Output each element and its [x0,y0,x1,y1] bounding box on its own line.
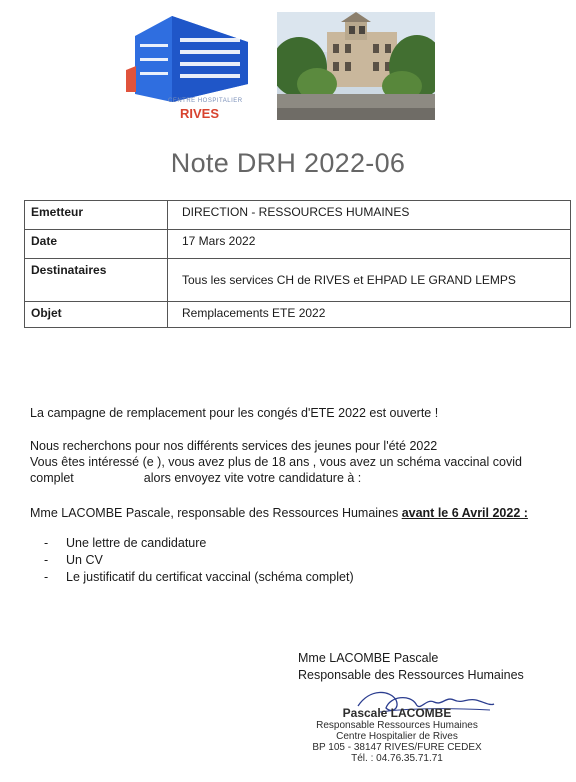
list-item: - Une lettre de candidature [44,536,207,550]
destinataires-label: Destinataires [25,259,168,302]
list-item: - Le justificatif du certificat vaccinal (schéma complet) [44,570,354,584]
page-title: Note DRH 2022-06 [170,148,406,178]
requirements-line-3b: alors envoyez vite votre candidature à : [143,471,362,485]
requirements-paragraph [30,438,522,486]
stamp-line: BP 105 - 38147 RIVES/FURE CEDEX [312,742,482,753]
emetteur-value: DIRECTION - RESSOURCES HUMAINES [168,201,571,230]
table-row [25,230,571,259]
official-stamp [292,708,502,764]
table-row [25,302,571,328]
hospital-building-photo [277,12,435,120]
stamp-name: Pascale LACOMBE [342,706,452,720]
documents-list [44,535,354,586]
requirements-line-1: Nous recherchons pour nos différents services des jeunes pour l'été 2022 [30,439,438,453]
logo-caption: CENTRE HOSPITALIER [168,98,243,104]
objet-value: Remplacements ETE 2022 [168,302,571,328]
emetteur-label: Emetteur [25,201,168,230]
requirements-line-2: Vous êtes intéressé (e ), vous avez plus de 18 ans , vous avez un schéma vaccinal covid [30,455,522,469]
table-row [25,201,571,230]
stamp-line: Centre Hospitalier de Rives [336,731,458,742]
logo-name: RIVES [180,106,220,121]
requirements-line-3 [30,470,522,486]
table-row [25,259,571,302]
hospital-logo [120,14,260,121]
date-value: 17 Mars 2022 [168,230,571,259]
deadline-text: avant le 6 Avril 2022 : [401,506,528,520]
signatory-name: Mme LACOMBE Pascale [298,651,439,665]
note-metadata-table [24,200,571,328]
stamp-line: Tél. : 04.76.35.71.71 [351,753,443,764]
stamp-line: Responsable Ressources Humaines [316,720,478,731]
intro-paragraph: La campagne de remplacement pour les congés d'ETE 2022 est ouverte ! [30,406,439,420]
requirements-line-3a: complet [30,471,74,485]
list-item: - Un CV [44,553,103,567]
objet-label: Objet [25,302,168,328]
contact-text: Mme LACOMBE Pascale, responsable des Ressources Humaines [30,506,402,520]
signatory-block [298,650,524,684]
signatory-role: Responsable des Ressources Humaines [298,668,524,682]
date-label: Date [25,230,168,259]
contact-paragraph [30,505,528,521]
destinataires-value: Tous les services CH de RIVES et EHPAD LE GRAND LEMPS [168,259,571,302]
